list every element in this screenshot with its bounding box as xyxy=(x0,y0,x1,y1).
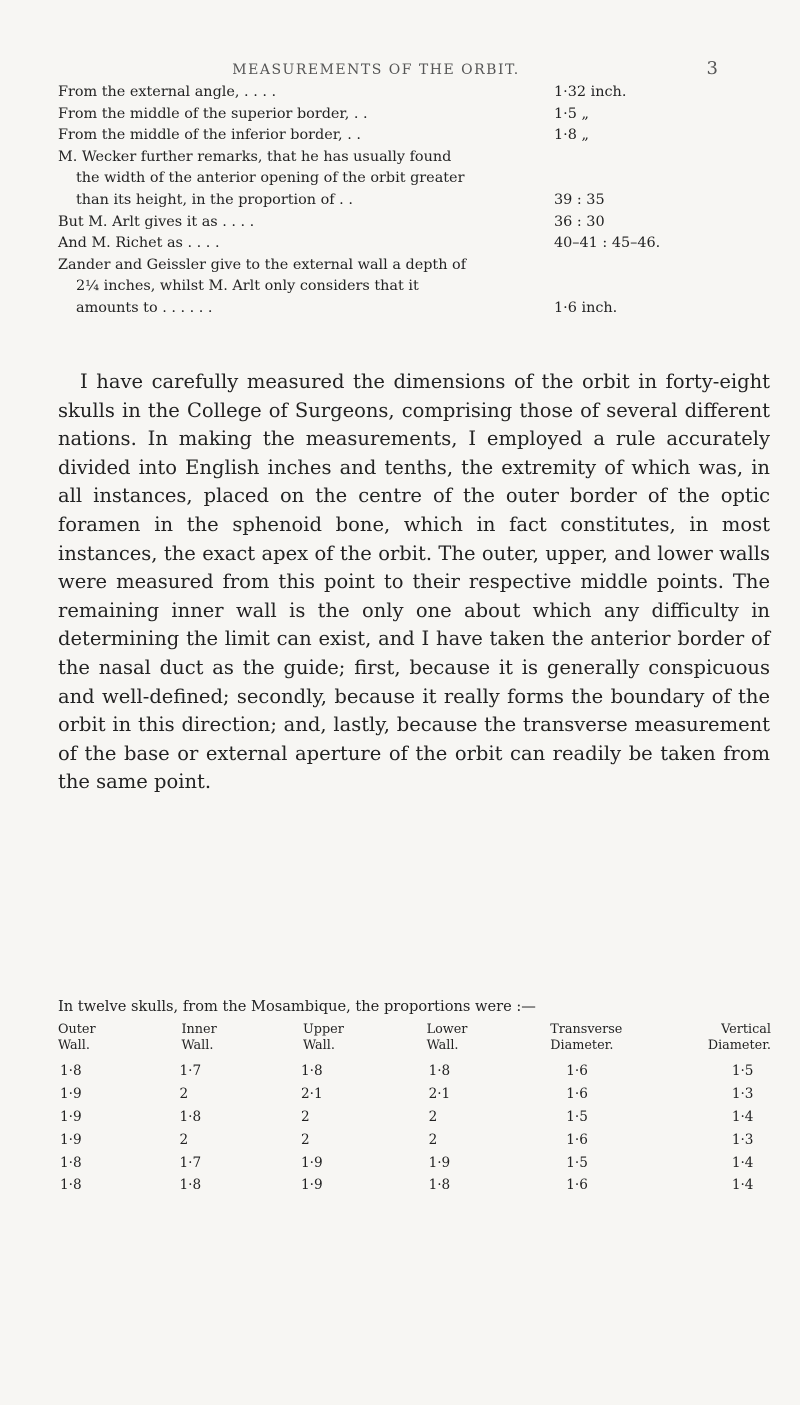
table-row xyxy=(56,1060,771,1083)
table-cell: 1·8 xyxy=(60,1154,82,1171)
measurement-value: 40–41 : 45–46. xyxy=(554,235,661,252)
measurement-label: 2¼ inches, whilst M. Arlt only considers that it xyxy=(76,278,419,295)
table-cell: 1·5 xyxy=(731,1063,754,1080)
measurement-row xyxy=(58,82,768,104)
table-cell: 1·9 xyxy=(300,1154,323,1171)
measurement-value: 1·32 inch. xyxy=(554,84,627,100)
measurement-label: M. Wecker further remarks, that he has usually found xyxy=(58,148,452,165)
column-header: Transverse Diameter. xyxy=(550,1022,623,1053)
table-cell: 1·7 xyxy=(179,1063,202,1080)
table-cell: 2·1 xyxy=(428,1086,451,1103)
table-row xyxy=(56,1174,771,1197)
table-cell: 2·1 xyxy=(300,1086,323,1103)
measurement-table xyxy=(56,1022,771,1197)
table-cell: 2 xyxy=(428,1131,438,1148)
column-header: Lower Wall. xyxy=(426,1022,468,1053)
column-header: Inner Wall. xyxy=(181,1022,217,1053)
measurement-value: 39 : 35 xyxy=(554,191,605,208)
measurement-row xyxy=(58,298,768,320)
measurement-value: 1·8 „ xyxy=(554,127,589,144)
measurement-row xyxy=(58,168,768,190)
table-cell: 1·5 xyxy=(566,1108,588,1125)
table-cell: 1·8 xyxy=(428,1063,451,1080)
table-header-row xyxy=(56,1022,771,1060)
table-cell: 2 xyxy=(428,1108,438,1125)
table-row xyxy=(56,1106,771,1129)
table-cell: 2 xyxy=(179,1086,189,1103)
table-cell: 1·4 xyxy=(731,1177,754,1194)
table-row xyxy=(56,1128,771,1151)
body-paragraph: I have carefully measured the dimensions of the orbit in forty-eight skulls in the College of Surgeons, comprising those of several different nations. In making the measurements, I employed a rule accurately divided into English inches and tenths, the extremity of which was, in all instances, placed on the centre of the outer border of the optic foramen in the sphenoid bone, which in fact constitutes, in most instances, the exact apex of the orbit. The outer, upper, and lower walls were measured from this point to their respective middle points. The remaining inner wall is the only one about which any difficulty in determining the limit can exist, and I have taken the anterior border of the nasal duct as the guide; first, because it is generally conspicuous and well-defined; secondly, because it really forms the boundary of the orbit in this direction; and, lastly, because the transverse measurement of the base or external aperture of the orbit can readily be taken from the same point. xyxy=(58,370,770,794)
table-cell: 1·7 xyxy=(179,1154,202,1171)
table-cell: 1·6 xyxy=(566,1131,588,1148)
table-cell: 1·8 xyxy=(179,1108,202,1125)
column-header: Outer Wall. xyxy=(58,1022,96,1053)
column-header: Vertical Diameter. xyxy=(707,1022,771,1053)
table-cell: 1·8 xyxy=(60,1177,82,1194)
table-cell: 1·9 xyxy=(300,1177,323,1194)
measurement-label: From the middle of the superior border, . . xyxy=(58,105,368,122)
table-cell: 1·8 xyxy=(179,1177,202,1194)
measurement-label: the width of the anterior opening of the orbit greater xyxy=(76,170,465,187)
measurement-label: than its height, in the proportion of . . xyxy=(76,191,353,208)
table-cell: 1·3 xyxy=(731,1086,754,1103)
measurement-label: But M. Arlt gives it as . . . . xyxy=(58,213,255,230)
table-cell: 2 xyxy=(300,1131,310,1148)
measurement-value: 36 : 30 xyxy=(554,213,605,230)
measurement-row xyxy=(58,255,768,277)
table-row xyxy=(56,1083,771,1106)
table-cell: 1·6 xyxy=(566,1086,588,1103)
table-intro: In twelve skulls, from the Mosambique, the proportions were :— xyxy=(58,998,536,1015)
table-cell: 2 xyxy=(300,1108,310,1125)
table-row xyxy=(56,1151,771,1174)
table-cell: 1·3 xyxy=(731,1131,754,1148)
measurement-row xyxy=(58,147,768,169)
measurement-label: amounts to . . . . . . xyxy=(76,299,213,316)
table-cell: 1·8 xyxy=(428,1177,451,1194)
table-cell: 1·8 xyxy=(60,1063,82,1080)
measurement-row xyxy=(58,125,768,147)
table-cell: 1·6 xyxy=(566,1063,588,1080)
table-cell: 1·6 xyxy=(566,1177,588,1194)
table-cell: 2 xyxy=(179,1131,189,1148)
column-header: Upper Wall. xyxy=(302,1022,344,1053)
measurement-row xyxy=(58,212,768,234)
measurement-row xyxy=(58,276,768,298)
measurement-list xyxy=(58,82,768,320)
table-cell: 1·9 xyxy=(60,1131,82,1148)
measurement-row xyxy=(58,104,768,126)
measurement-row xyxy=(58,233,768,255)
table-cell: 1·9 xyxy=(428,1154,451,1171)
measurement-label: And M. Richet as . . . . xyxy=(58,235,220,252)
measurement-label: Zander and Geissler give to the external wall a depth of xyxy=(58,256,467,273)
table-cell: 1·4 xyxy=(731,1108,754,1125)
page-number: 3 xyxy=(706,58,718,79)
table-cell: 1·8 xyxy=(300,1063,323,1080)
table-cell: 1·9 xyxy=(60,1108,82,1125)
table-cell: 1·9 xyxy=(60,1086,82,1103)
running-title: MEASUREMENTS OF THE ORBIT. xyxy=(232,62,520,78)
measurement-label: From the external angle, . . . . xyxy=(58,84,277,100)
measurement-label: From the middle of the inferior border, . . xyxy=(58,127,361,144)
measurement-value: 1·6 inch. xyxy=(554,299,618,316)
measurement-row xyxy=(58,190,768,212)
measurement-value: 1·5 „ xyxy=(554,105,589,122)
table-cell: 1·5 xyxy=(566,1154,588,1171)
table-cell: 1·4 xyxy=(731,1154,754,1171)
